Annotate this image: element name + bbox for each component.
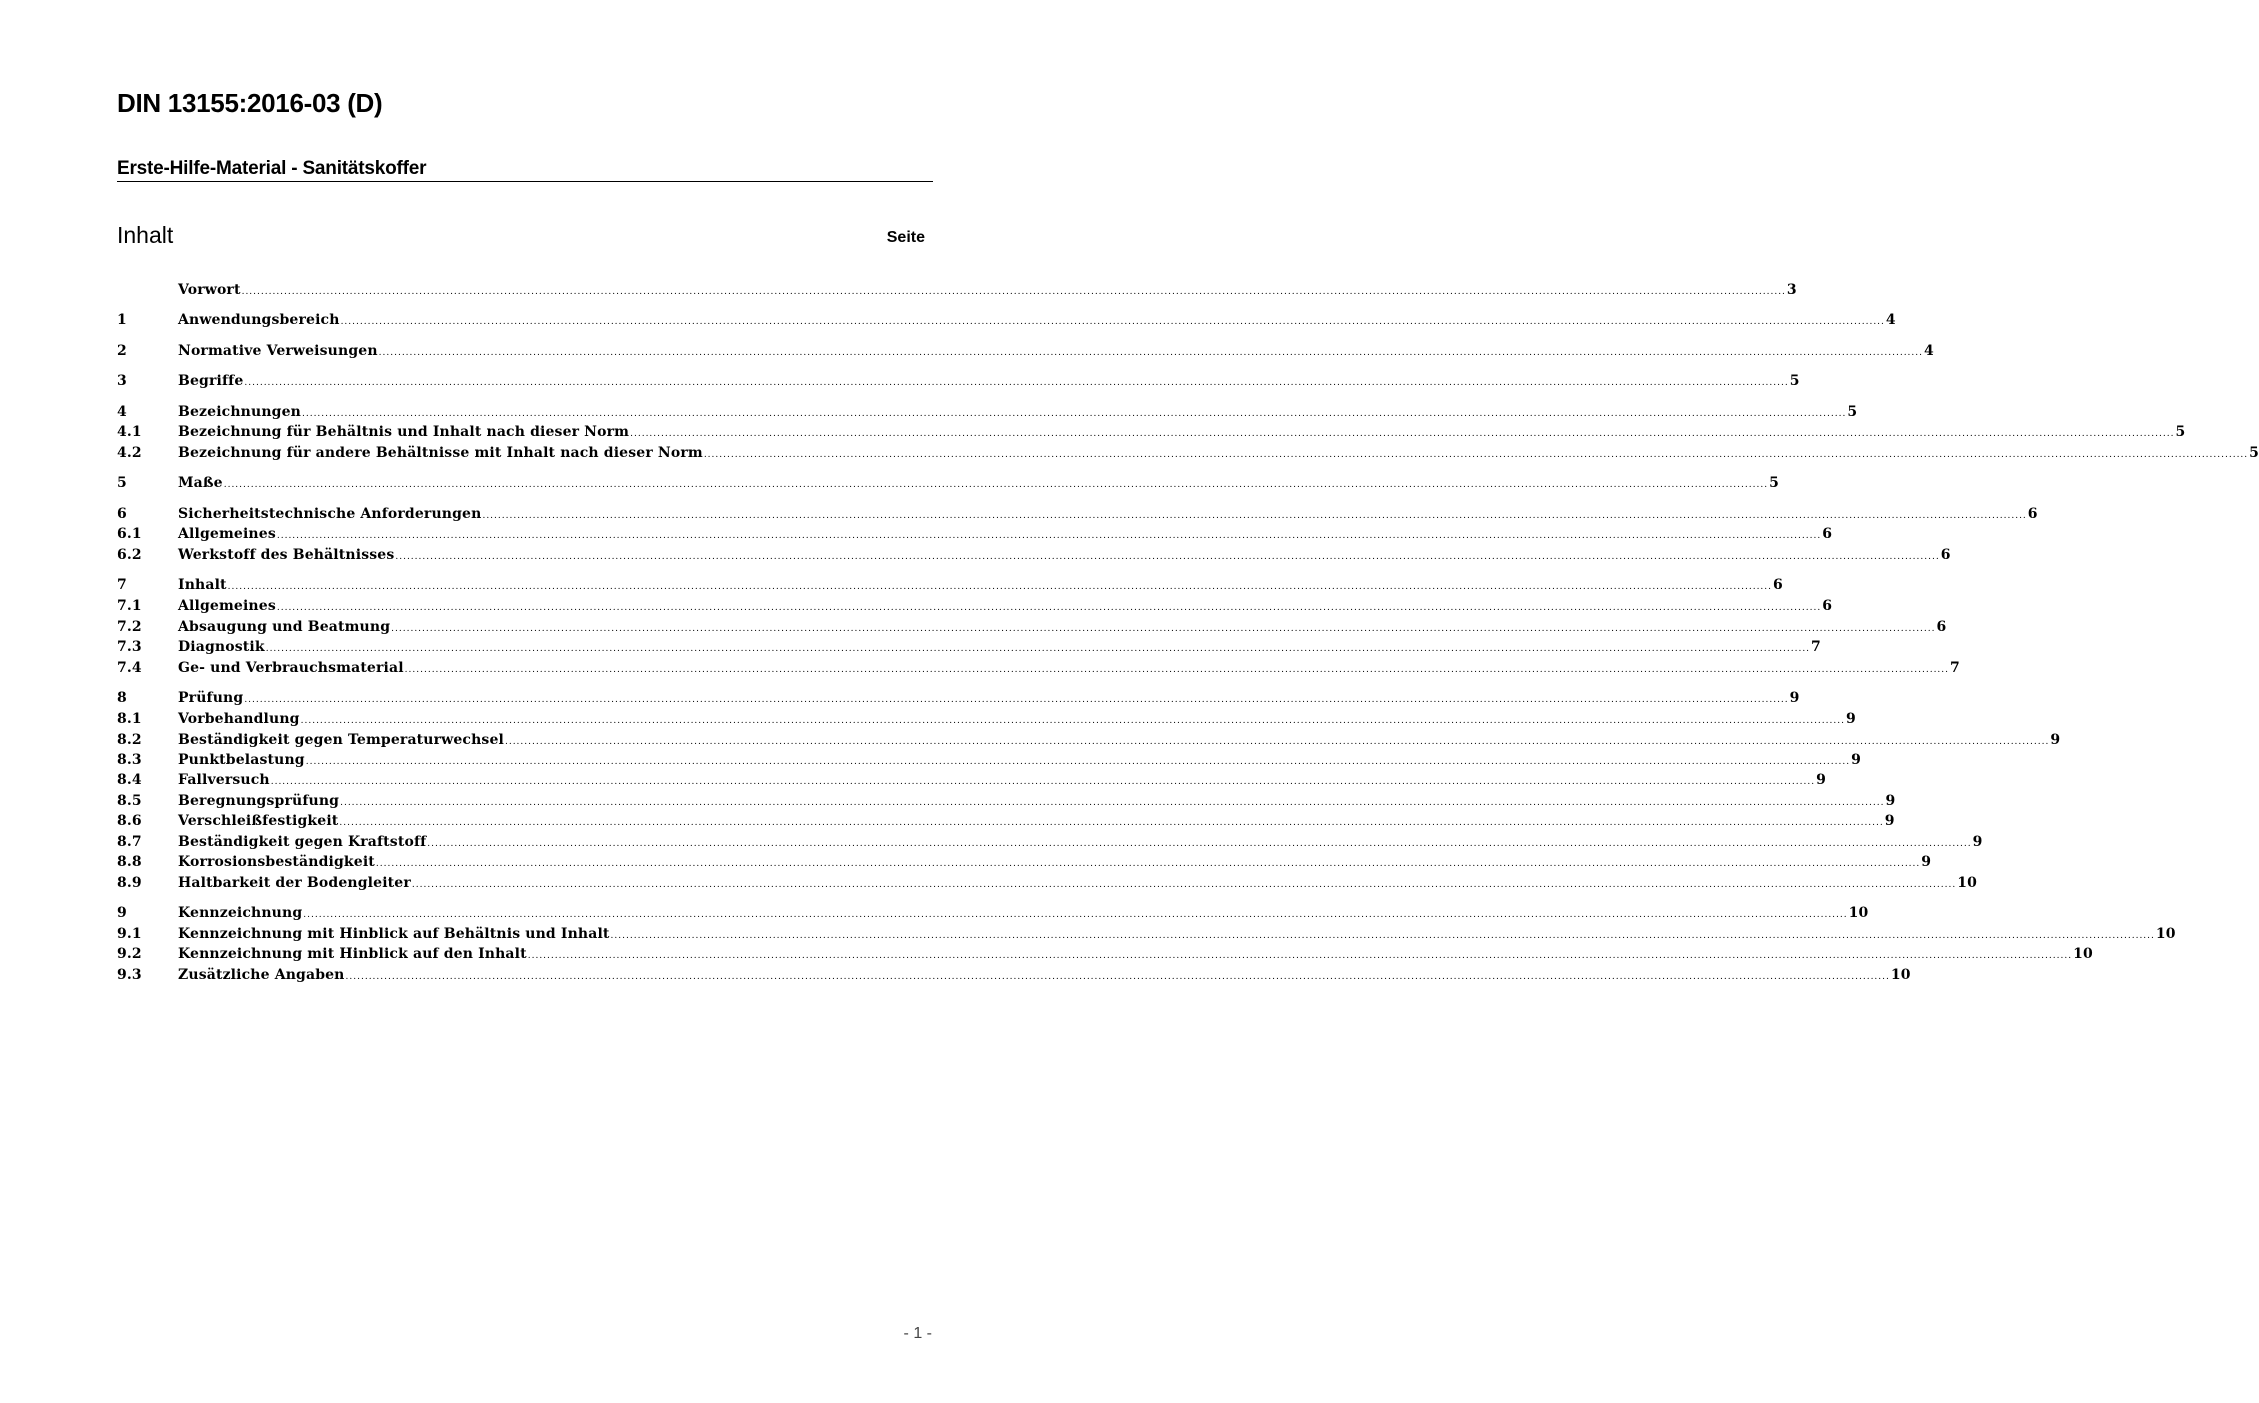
toc-entry-page: 10 — [2073, 946, 2093, 962]
toc-entry[interactable] — [117, 709, 1856, 729]
toc-entry[interactable] — [117, 575, 1783, 595]
toc-entry-number: 8.1 — [117, 711, 142, 727]
toc-entry[interactable] — [117, 341, 1934, 361]
toc-entry-page: 5 — [1769, 475, 1779, 491]
toc-entry-number: 6 — [117, 506, 127, 522]
toc-entry[interactable] — [117, 852, 1932, 872]
toc-leader-dots: ................................................................................................................................................................................................................................................................................................................................................................................................................ — [300, 716, 1845, 726]
toc-entry-title: Fallversuch — [178, 772, 270, 788]
toc-leader-dots: ................................................................................................................................................................................................................................................................................................................................................................................................................ — [345, 972, 1890, 982]
toc-leader-dots: ................................................................................................................................................................................................................................................................................................................................................................................................................ — [610, 931, 2155, 941]
toc-entry-title: Kennzeichnung — [178, 905, 303, 921]
toc-entry-title: Diagnostik — [178, 639, 265, 655]
table-of-contents — [117, 0, 2259, 1403]
toc-entry[interactable] — [117, 504, 2038, 524]
toc-leader-dots: ................................................................................................................................................................................................................................................................................................................................................................................................................ — [241, 287, 1786, 297]
toc-entry[interactable] — [117, 750, 1861, 770]
toc-entry-title: Haltbarkeit der Bodengleiter — [178, 875, 411, 891]
toc-entry-page: 10 — [1957, 875, 1978, 891]
toc-entry-page: 4 — [1924, 343, 1934, 359]
toc-entry-page: 7 — [1950, 660, 1960, 676]
toc-entry[interactable] — [117, 617, 1947, 637]
toc-entry-title: Vorbehandlung — [178, 711, 300, 727]
toc-leader-dots: ................................................................................................................................................................................................................................................................................................................................................................................................................ — [340, 317, 1885, 327]
toc-entry-number: 1 — [117, 312, 127, 328]
toc-page-column-label: Seite — [886, 229, 925, 246]
toc-entry-number: 8.5 — [117, 793, 142, 809]
toc-entry-number: 7.2 — [117, 619, 142, 635]
toc-entry-title: Werkstoff des Behältnisses — [178, 547, 395, 563]
toc-entry-number: 7.1 — [117, 598, 142, 614]
toc-entry-number: 8.9 — [117, 875, 142, 891]
toc-entry[interactable] — [117, 596, 1833, 616]
toc-entry[interactable] — [117, 944, 2093, 964]
toc-leader-dots: ................................................................................................................................................................................................................................................................................................................................................................................................................ — [703, 450, 2249, 460]
toc-entry-number: 4.1 — [117, 424, 142, 440]
toc-entry[interactable] — [117, 524, 1833, 544]
toc-entry[interactable] — [117, 402, 1858, 422]
page-number: - 1 - — [903, 1325, 932, 1342]
toc-entry-number: 8.6 — [117, 813, 142, 829]
toc-entry[interactable] — [117, 371, 1800, 391]
toc-entry-page: 9 — [2050, 732, 2061, 748]
toc-entry[interactable] — [117, 873, 1978, 893]
toc-entry-page: 9 — [1845, 711, 1856, 727]
toc-entry-page: 10 — [1848, 905, 1869, 921]
toc-leader-dots: ................................................................................................................................................................................................................................................................................................................................................................................................................ — [404, 665, 1950, 675]
toc-entry[interactable] — [117, 730, 2061, 750]
toc-entry-title: Zusätzliche Angaben — [178, 967, 345, 983]
toc-entry-number: 3 — [117, 373, 127, 389]
toc-entry-number: 7.3 — [117, 639, 142, 655]
toc-leader-dots: ................................................................................................................................................................................................................................................................................................................................................................................................................ — [482, 511, 2027, 521]
toc-entry-page: 6 — [1773, 577, 1783, 593]
toc-entry-title: Kennzeichnung mit Hinblick auf den Inhalt — [178, 946, 527, 962]
toc-entry-page: 9 — [1789, 690, 1800, 706]
toc-entry-title: Sicherheitstechnische Anforderungen — [178, 506, 482, 522]
toc-entry-number: 8 — [117, 690, 127, 706]
toc-entry-number: 6.2 — [117, 547, 142, 563]
toc-entry[interactable] — [117, 637, 1821, 657]
toc-entry-title: Bezeichnung für Behältnis und Inhalt nach dieser Norm — [178, 424, 630, 440]
toc-leader-dots: ................................................................................................................................................................................................................................................................................................................................................................................................................ — [265, 644, 1811, 654]
toc-entry-title: Korrosionsbeständigkeit — [178, 854, 375, 870]
toc-leader-dots: ................................................................................................................................................................................................................................................................................................................................................................................................................ — [276, 603, 1822, 613]
toc-entry-title: Normative Verweisungen — [178, 343, 378, 359]
toc-leader-dots: ................................................................................................................................................................................................................................................................................................................................................................................................................ — [303, 910, 1848, 920]
toc-entry[interactable] — [117, 924, 2176, 944]
toc-entry-page: 10 — [2155, 926, 2176, 942]
toc-entry-title: Maße — [178, 475, 223, 491]
toc-entry-number: 8.7 — [117, 834, 142, 850]
toc-entry-number: 9 — [117, 905, 127, 921]
toc-entry-number: 7.4 — [117, 660, 142, 676]
toc-entry-page: 4 — [1885, 312, 1896, 328]
toc-leader-dots: ................................................................................................................................................................................................................................................................................................................................................................................................................ — [427, 839, 1972, 849]
toc-entry[interactable] — [117, 791, 1896, 811]
toc-leader-dots: ................................................................................................................................................................................................................................................................................................................................................................................................................ — [305, 757, 1851, 767]
toc-entry-page: 9 — [1972, 834, 1983, 850]
toc-entry-page: 9 — [1816, 772, 1826, 788]
toc-entry-number: 5 — [117, 475, 127, 491]
toc-entry[interactable] — [117, 310, 1896, 330]
toc-entry-page: 9 — [1885, 793, 1896, 809]
toc-entry-page: 10 — [1890, 967, 1911, 983]
toc-entry[interactable] — [117, 280, 1797, 300]
toc-entry-title: Ge- und Verbrauchsmaterial — [178, 660, 404, 676]
toc-entry[interactable] — [117, 965, 1911, 985]
toc-entry-title: Kennzeichnung mit Hinblick auf Behältnis und Inhalt — [178, 926, 610, 942]
toc-leader-dots: ................................................................................................................................................................................................................................................................................................................................................................................................................ — [375, 859, 1921, 869]
toc-entry-page: 7 — [1811, 639, 1821, 655]
toc-entry[interactable] — [117, 658, 1960, 678]
toc-leader-dots: ................................................................................................................................................................................................................................................................................................................................................................................................................ — [527, 951, 2073, 961]
toc-entry-page: 9 — [1921, 854, 1932, 870]
toc-entry-page: 9 — [1851, 752, 1861, 768]
toc-entry-page: 6 — [1936, 619, 1947, 635]
toc-entry-title: Bezeichnungen — [178, 404, 301, 420]
toc-leader-dots: ................................................................................................................................................................................................................................................................................................................................................................................................................ — [378, 348, 1923, 358]
toc-entry-number: 9.1 — [117, 926, 142, 942]
toc-entry[interactable] — [117, 770, 1826, 790]
toc-entry-page: 6 — [2027, 506, 2038, 522]
toc-entry-page: 6 — [1822, 526, 1833, 542]
document-number: DIN 13155:2016-03 (D) — [117, 88, 383, 118]
toc-entry-number: 9.2 — [117, 946, 142, 962]
toc-entry-title: Beständigkeit gegen Temperaturwechsel — [178, 732, 504, 748]
toc-entry-title: Beregnungsprüfung — [178, 793, 340, 809]
toc-entry-number: 7 — [117, 577, 127, 593]
toc-leader-dots: ................................................................................................................................................................................................................................................................................................................................................................................................................ — [340, 798, 1885, 808]
toc-leader-dots: ................................................................................................................................................................................................................................................................................................................................................................................................................ — [270, 777, 1816, 787]
toc-leader-dots: ................................................................................................................................................................................................................................................................................................................................................................................................................ — [223, 480, 1769, 490]
toc-leader-dots: ................................................................................................................................................................................................................................................................................................................................................................................................................ — [504, 737, 2050, 747]
toc-leader-dots: ................................................................................................................................................................................................................................................................................................................................................................................................................ — [301, 409, 1847, 419]
toc-entry-title: Vorwort — [178, 282, 241, 298]
toc-entry-title: Anwendungsbereich — [178, 312, 340, 328]
toc-entry[interactable] — [117, 422, 2186, 442]
toc-entry-page: 6 — [1822, 598, 1833, 614]
toc-entry-number: 9.3 — [117, 967, 142, 983]
toc-leader-dots: ................................................................................................................................................................................................................................................................................................................................................................................................................ — [630, 429, 2175, 439]
toc-leader-dots: ................................................................................................................................................................................................................................................................................................................................................................................................................ — [411, 880, 1957, 890]
toc-entry-title: Allgemeines — [178, 598, 276, 614]
toc-entry-page: 5 — [2249, 445, 2259, 461]
toc-entry[interactable] — [117, 545, 1951, 565]
toc-entry-number: 8.2 — [117, 732, 142, 748]
toc-entry-page: 5 — [2175, 424, 2186, 440]
toc-entry-title: Verschleißfestigkeit — [178, 813, 339, 829]
toc-leader-dots: ................................................................................................................................................................................................................................................................................................................................................................................................................ — [395, 552, 1940, 562]
toc-entry-page: 9 — [1884, 813, 1895, 829]
toc-leader-dots: ................................................................................................................................................................................................................................................................................................................................................................................................................ — [244, 378, 1789, 388]
toc-entry-number: 6.1 — [117, 526, 142, 542]
toc-entry-title: Punktbelastung — [178, 752, 305, 768]
toc-entry-page: 5 — [1789, 373, 1800, 389]
toc-entry-number: 4 — [117, 404, 127, 420]
toc-entry-title: Absaugung und Beatmung — [178, 619, 391, 635]
toc-entry[interactable] — [117, 832, 1983, 852]
toc-entry[interactable] — [117, 473, 1779, 493]
toc-entry-number: 8.3 — [117, 752, 142, 768]
toc-entry-number: 2 — [117, 343, 127, 359]
toc-entry-title: Prüfung — [178, 690, 244, 706]
toc-heading: Inhalt — [117, 222, 174, 248]
toc-entry-number: 8.8 — [117, 854, 142, 870]
toc-entry-page: 5 — [1847, 404, 1858, 420]
toc-entry-page: 3 — [1786, 282, 1797, 298]
document-title: Erste-Hilfe-Material - Sanitätskoffer — [117, 158, 933, 182]
toc-leader-dots: ................................................................................................................................................................................................................................................................................................................................................................................................................ — [391, 624, 1936, 634]
toc-entry-title: Begriffe — [178, 373, 244, 389]
toc-leader-dots: ................................................................................................................................................................................................................................................................................................................................................................................................................ — [227, 582, 1773, 592]
toc-entry[interactable] — [117, 688, 1800, 708]
toc-entry[interactable] — [117, 903, 1869, 923]
toc-leader-dots: ................................................................................................................................................................................................................................................................................................................................................................................................................ — [276, 531, 1822, 541]
toc-entry[interactable] — [117, 443, 2259, 463]
toc-entry-number: 8.4 — [117, 772, 142, 788]
toc-entry-title: Inhalt — [178, 577, 227, 593]
toc-leader-dots: ................................................................................................................................................................................................................................................................................................................................................................................................................ — [339, 818, 1884, 828]
toc-entry-number: 4.2 — [117, 445, 142, 461]
toc-leader-dots: ................................................................................................................................................................................................................................................................................................................................................................................................................ — [244, 695, 1789, 705]
toc-entry-title: Bezeichnung für andere Behältnisse mit Inhalt nach dieser Norm — [178, 445, 703, 461]
toc-entry[interactable] — [117, 811, 1895, 831]
toc-entry-title: Allgemeines — [178, 526, 276, 542]
toc-entry-title: Beständigkeit gegen Kraftstoff — [178, 834, 427, 850]
toc-entry-page: 6 — [1940, 547, 1951, 563]
